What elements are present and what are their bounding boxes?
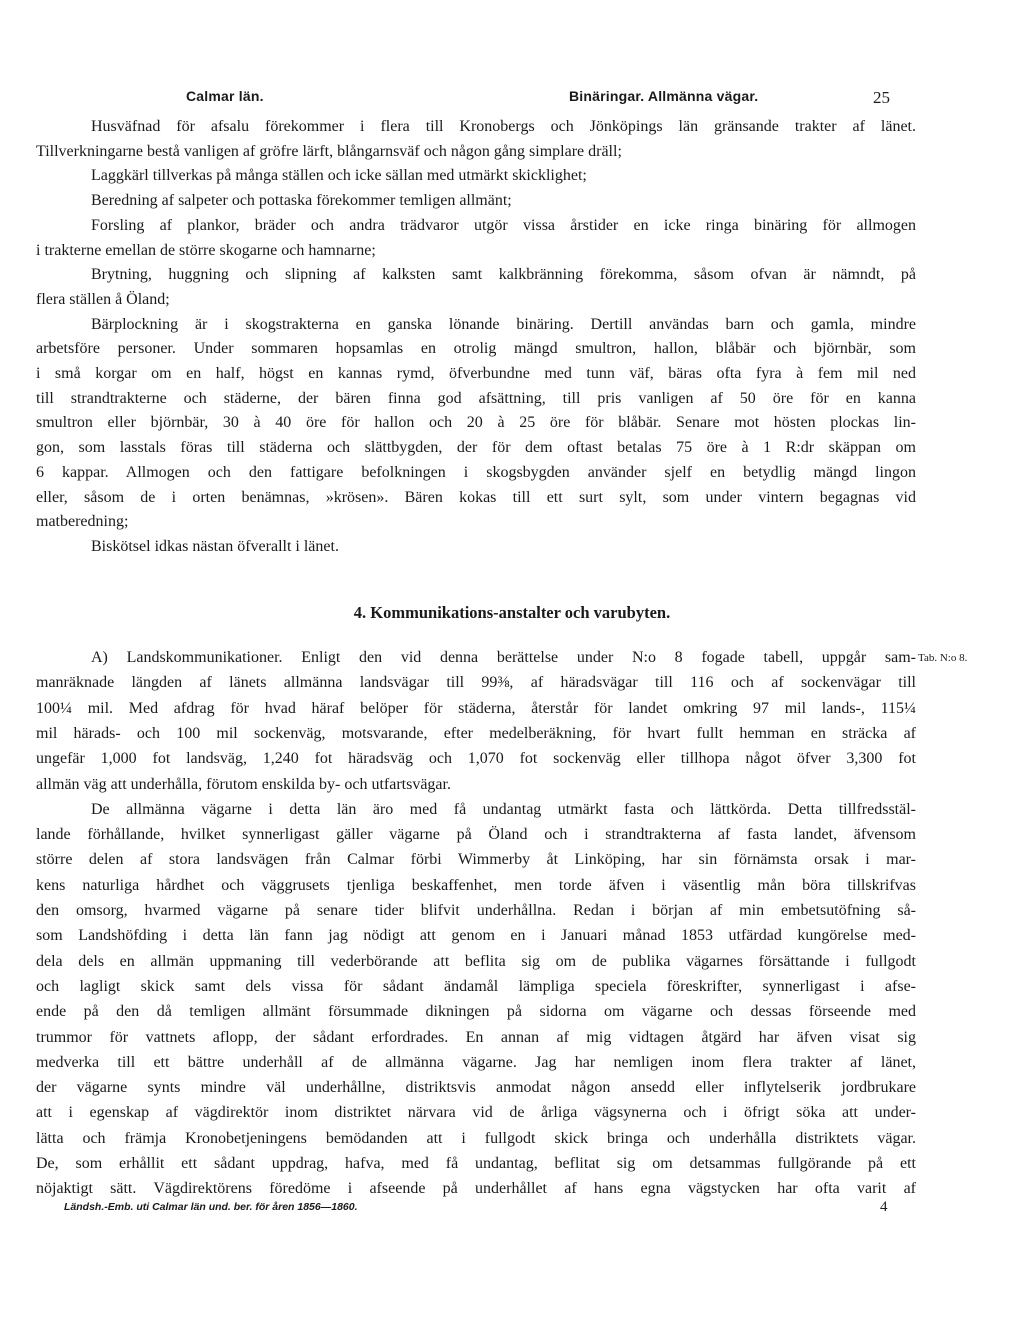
text-line: nöjaktigt sätt. Vägdirektörens föredöme i afseende på underhållet af hans egna vägstycken har ofta varit af (36, 1180, 916, 1198)
page-number: 25 (873, 88, 890, 107)
text-line: De, som erhållit ett sådant uppdrag, hafva, med få undantag, beflitat sig om detsammas fullgörande på ett (36, 1155, 916, 1172)
text-line: Laggkärl tillverkas på många ställen och icke sällan med utmärkt skicklighet; (91, 167, 587, 185)
section-title: 4. Kommunikations-anstalter och varubyten. (353, 603, 671, 622)
text-line: gon, som lasstals föras till städerna och slättbygden, der för dem oftast betalas 75 öre à 1 R:dr skäppan om (36, 439, 916, 457)
text-line: större delen af stora landsvägen från Calmar förbi Wimmerby åt Linköping, har sin förnämsta orsak i mar- (36, 851, 916, 869)
text-line: lätta och främja Kronobetjeningens bemödanden att i fullgodt skick bringa och underhålla distriktets vägar. (36, 1129, 916, 1147)
text-line: 6 kappar. Allmogen och den fattigare befolkningen i skogsbygden använder sjelf en betydlig mängd lingon (36, 463, 916, 481)
text-line: till strandtrakterne och städerne, der bären finna god afsättning, till pris vanligen af 50 öre för en kanna (36, 389, 916, 407)
text-line: Forsling af plankor, bräder och andra trädvaror utgör vissa årstider en icke ringa binäring för allmogen (91, 216, 916, 234)
text-line: som Landshöfding i detta län fann jag nödigt att genom en i Januari månad 1853 utfärdad kungörelse med- (36, 927, 916, 945)
text-line: i trakterne emellan de större skogarne och hamnarne; (36, 241, 376, 259)
text-line: eller, såsom de i orten benämnas, »krösen». Bären kokas till ett surt sylt, som under vintern begagnas vid (36, 488, 916, 506)
margin-note: Tab. N:o 8. (918, 652, 968, 664)
text-line: Tillverkningarne bestå vanligen af gröfre lärft, blångarnsväf och någon gång simplare dräll; (36, 142, 622, 160)
text-line: och lagligt skick samt dels vissa för sådant ändamål lämpliga speciela föreskrifter, synnerligast i afse- (36, 977, 916, 995)
text-line: Beredning af salpeter och pottaska förekommer temligen allmänt; (91, 192, 512, 210)
text-line: kens naturliga hårdhet och väggrusets tjenliga beskaffenhet, men torde äfven i väsentlig mån böra tillskrifvas (36, 876, 916, 894)
text-line: De allmänna vägarne i detta län äro med få undantag utmärkt fasta och lättkörda. Detta tillfredsstäl- (91, 800, 916, 818)
text-line: allmän väg att underhålla, förutom enskilda by- och utfartsvägar. (36, 775, 451, 793)
footer-note: Ländsh.-Emb. uti Calmar län und. ber. för åren 1856—1860. (64, 1201, 358, 1213)
text-line: Bärplockning är i skogstrakterna en ganska lönande binäring. Dertill användas barn och gamla, mindre (91, 315, 916, 333)
text-line: der vägarne synts mindre väl underhållne, distriktsvis anmodat någon ansedd eller inflytelserik jordbrukare (36, 1079, 916, 1097)
text-line: ende på den då temligen allmänt försummade dikningen på sidorna om vägarne och dessas förseende med (36, 1003, 916, 1021)
text-line: Brytning, huggning och slipning af kalksten samt kalkbränning förekomma, såsom ofvan är nämndt, på (91, 266, 916, 284)
text-line: den omsorg, hvarmed vägarne på senare tider blifvit underhållna. Redan i början af min embetsutöfning så- (36, 902, 916, 919)
text-line: flera ställen å Öland; (36, 290, 170, 308)
text-line: 100¼ mil. Med afdrag för hvad häraf belöper för städerna, återstår för landet omkring 97 mil lands-, 115¼ (36, 699, 916, 717)
text-line: Husväfnad för afsalu förekommer i flera till Kronobergs och Jönköpings län gränsande trakter af länet. (91, 118, 916, 135)
text-line: lande förhållande, hvilket synnerligast gäller vägarne på Öland och i strandtrakterna af fasta landet, äfvensom (36, 826, 916, 844)
running-header-center: Binäringar. Allmänna vägar. (569, 88, 759, 104)
text-line: att i egenskap af vägdirektör inom distriktet närvara vid de årliga vägsynerna och i öfrigt söka att under- (36, 1104, 916, 1122)
text-line: mil härads- och 100 mil sockenväg, motsvarande, efter medelberäkning, för hvart fullt hemman en sträcka af (36, 724, 916, 742)
text-line: smultron eller björnbär, 30 à 40 öre för hallon och 20 à 25 öre för blåbär. Senare mot hösten plockas lin- (36, 414, 916, 432)
text-line: Biskötsel idkas nästan öfverallt i länet. (91, 537, 339, 555)
text-line: ungefär 1,000 fot landsväg, 1,240 fot häradsväg och 1,070 fot sockenväg eller tillhopa något öfver 3,300 fot (36, 750, 916, 768)
text-line: medverka till ett bättre underhåll af de allmänna vägarne. Jag har nemligen inom flera trakter af länet, (36, 1053, 916, 1071)
text-line: A) Landskommunikationer. Enligt den vid denna berättelse under N:o 8 fogade tabell, uppgår sam- (91, 649, 916, 666)
text-line: dela dels en allmän uppmaning till vederbörande att beflita sig om de publika vägarnes försättande i fullgodt (36, 952, 916, 970)
text-line: arbetsföre personer. Under sommaren hopsamlas en otrolig mängd smultron, hallon, blåbär och björnbär, som (36, 340, 916, 358)
text-line: i små korgar om en half, högst en kannas rymd, öfverbundne med tunn väf, bäras ofta fyra à fem mil ned (36, 365, 916, 382)
text-line: matberedning; (36, 513, 129, 531)
text-line: manräknade längden af länets allmänna landsvägar till 99⅜, af häradsvägar till 116 och af sockenvägar till (36, 674, 916, 692)
signature-mark: 4 (880, 1199, 888, 1215)
running-header-left: Calmar län. (186, 88, 264, 104)
text-line: trummor för vattnets aflopp, der sådant erfordrades. En annan af mig vidtagen åtgärd har äfven visat sig (36, 1028, 916, 1046)
